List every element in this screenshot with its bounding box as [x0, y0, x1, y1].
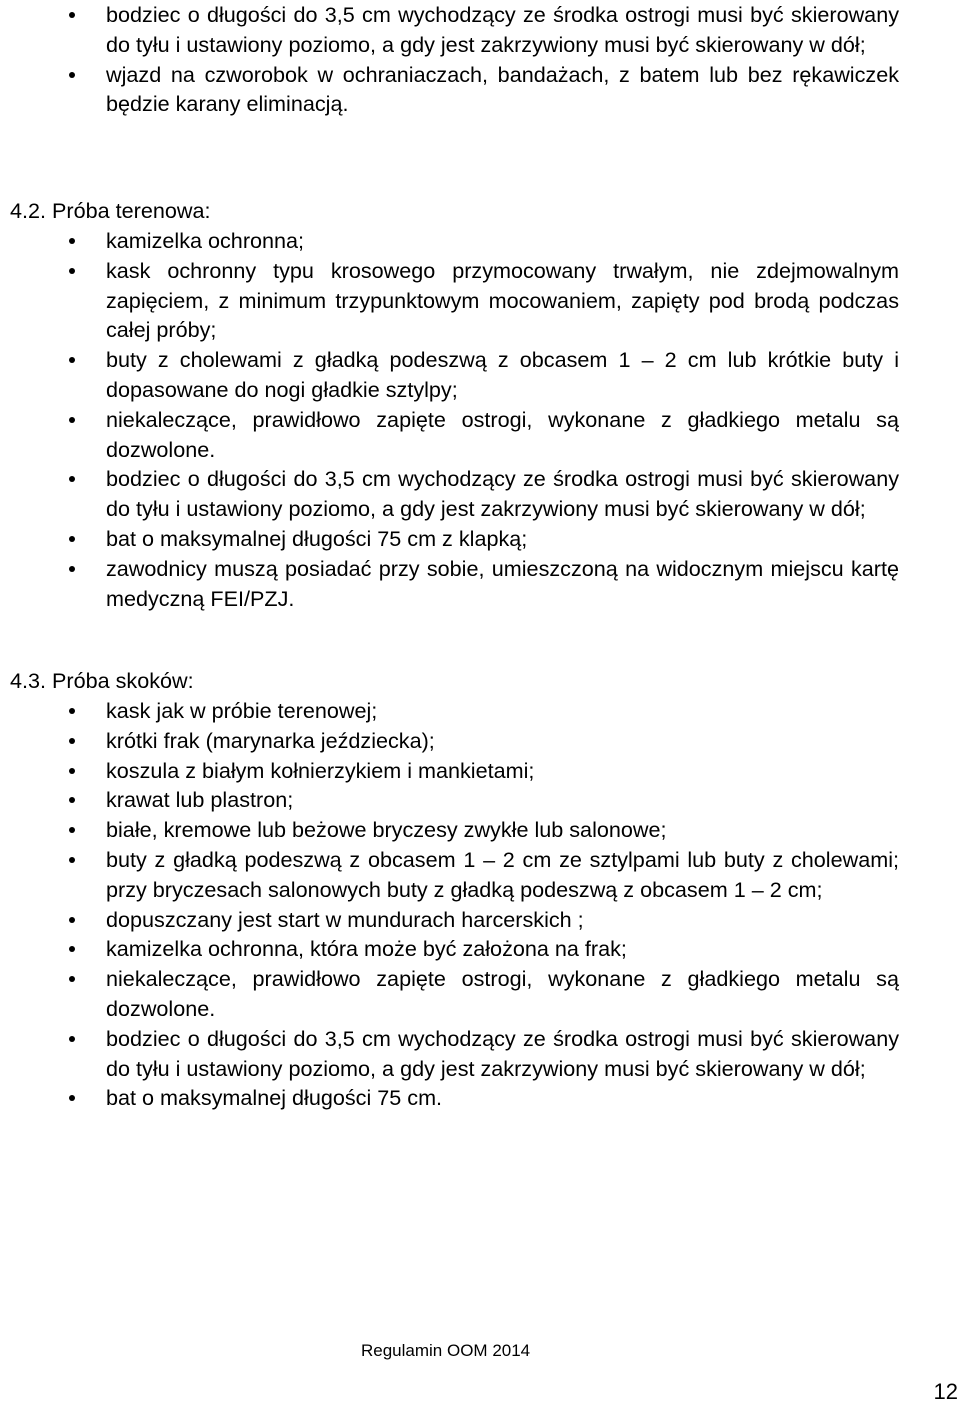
bullet-icon — [69, 917, 75, 923]
list-item — [0, 554, 899, 614]
list-item-text: buty z cholewami z gładką podeszwą z obcasem 1 – 2 cm lub krótkie buty i dopasowane do nogi gładkie sztylpy; — [106, 347, 899, 402]
list-item — [0, 815, 899, 845]
list-item-text: dopuszczany jest start w mundurach harcerskich ; — [106, 906, 584, 932]
section-heading-4-2: 4.2. Próba terenowa: — [10, 198, 211, 223]
list-item-text: kask jak w próbie terenowej; — [106, 698, 378, 723]
bullet-icon — [69, 417, 75, 423]
bullet-icon — [69, 476, 75, 482]
list-item — [0, 1024, 899, 1084]
list-item-text: krótki frak (marynarka jeździecka); — [106, 727, 435, 753]
bullet-icon — [69, 738, 75, 744]
list-item-text: bodziec o długości do 3,5 cm wychodzący ze środka ostrogi musi być skierowany do tyłu i ustawiony poziomo, a gdy jest zakrzywiony musi być skierowany w dół; — [106, 2, 899, 57]
bullet-icon — [69, 357, 75, 363]
list-item — [0, 60, 899, 120]
list-item — [0, 405, 899, 465]
list-item — [0, 1083, 899, 1113]
bullet-icon — [69, 768, 75, 774]
list-item — [0, 696, 899, 726]
section-4-2-bullet-list — [0, 226, 899, 613]
list-item — [0, 726, 899, 756]
bullet-icon — [69, 827, 75, 833]
bullet-icon — [69, 238, 75, 244]
bullet-icon — [69, 797, 75, 803]
list-item — [0, 345, 899, 405]
section-4-3-bullet-list — [0, 696, 899, 1113]
list-item-text: krawat lub plastron; — [106, 787, 294, 813]
section-heading-4-3: 4.3. Próba skoków: — [10, 668, 194, 693]
list-item-text: niekaleczące, prawidłowo zapięte ostrogi, wykonane z gładkiego metalu są dozwolone. — [106, 406, 899, 462]
top-bullet-list — [0, 0, 899, 119]
list-item — [0, 256, 899, 345]
footer-text: Regulamin OOM 2014 — [361, 1341, 531, 1360]
bullet-icon — [69, 72, 75, 78]
list-item-text: bat o maksymalnej długości 75 cm. — [106, 1085, 443, 1111]
bullet-icon — [69, 268, 75, 274]
bullet-icon — [69, 566, 75, 572]
list-item-text: niekaleczące, prawidłowo zapięte ostrogi, wykonane z gładkiego metalu są dozwolone. — [106, 966, 899, 1021]
list-item-text: wjazd na czworobok w ochraniaczach, bandażach, z batem lub bez rękawiczek będzie karany eliminacją. — [106, 61, 899, 117]
list-item-text: buty z gładką podeszwą z obcasem 1 – 2 cm ze sztylpami lub buty z cholewami; przy bryczesach salonowych buty z gładką podeszwą z obcasem 1 – 2 cm; — [106, 846, 899, 902]
list-item-text: białe, kremowe lub beżowe bryczesy zwykłe lub salonowe; — [106, 817, 667, 843]
list-item-text: kask ochronny typu krosowego przymocowany trwałym, nie zdejmowalnym zapięciem, z minimum trzypunktowym mocowaniem, zapięty pod brodą podczas całej próby; — [106, 257, 899, 343]
list-item — [0, 905, 899, 935]
bullet-icon — [69, 536, 75, 542]
list-item-text: kamizelka ochronna; — [106, 228, 305, 253]
list-item — [0, 464, 899, 524]
bullet-icon — [69, 12, 75, 18]
bullet-icon — [69, 1036, 75, 1042]
list-item-text: koszula z białym kołnierzykiem i mankietami; — [106, 757, 535, 783]
list-item — [0, 226, 899, 256]
list-item-text: bodziec o długości do 3,5 cm wychodzący ze środka ostrogi musi być skierowany do tyłu i ustawiony poziomo, a gdy jest zakrzywiony musi być skierowany w dół; — [106, 1025, 899, 1081]
bullet-icon — [69, 857, 75, 863]
bullet-icon — [69, 1095, 75, 1101]
list-item — [0, 934, 899, 964]
bullet-icon — [69, 946, 75, 952]
list-item-text: bat o maksymalnej długości 75 cm z klapką; — [106, 525, 528, 551]
list-item — [0, 845, 899, 905]
page-number: 12 — [933, 1379, 958, 1404]
bullet-icon — [69, 976, 75, 982]
list-item — [0, 524, 899, 554]
list-item — [0, 785, 899, 815]
list-item — [0, 964, 899, 1024]
list-item-text: kamizelka ochronna, która może być założona na frak; — [106, 936, 627, 962]
list-item-text: zawodnicy muszą posiadać przy sobie, umieszczoną na widocznym miejscu kartę medyczną FEI/PZJ. — [106, 555, 899, 611]
list-item — [0, 0, 899, 60]
list-item-text: bodziec o długości do 3,5 cm wychodzący ze środka ostrogi musi być skierowany do tyłu i ustawiony poziomo, a gdy jest zakrzywiony musi być skierowany w dół; — [106, 466, 899, 522]
bullet-icon — [69, 708, 75, 714]
list-item — [0, 756, 899, 786]
